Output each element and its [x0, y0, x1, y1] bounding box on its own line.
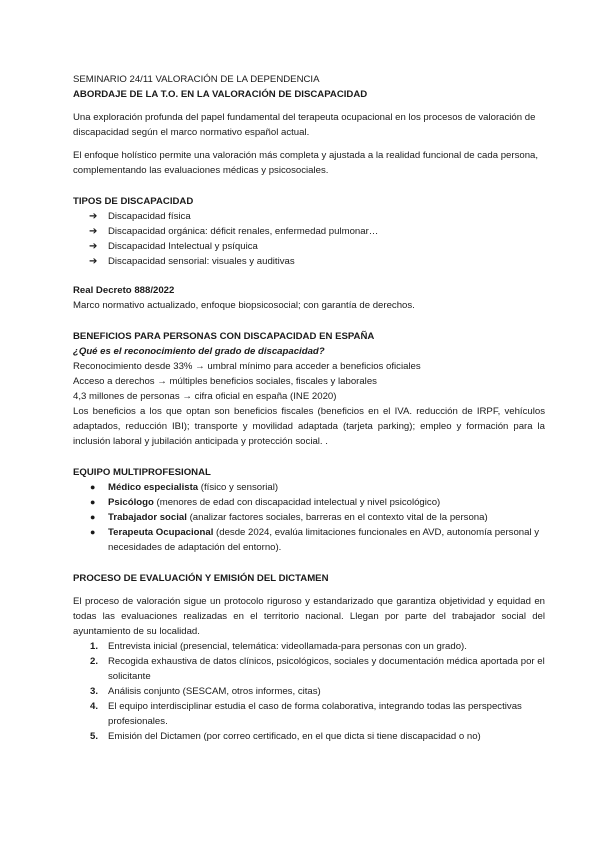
- list-item: ● Terapeuta Ocupacional (desde 2024, evalúa limitaciones funcionales en AVD, autonomía personal y necesidades de adaptación del entorno).: [90, 527, 540, 553]
- intro-paragraph-1: Una exploración profunda del papel fundamental del terapeuta ocupacional en los procesos de valoración de discapacidad según el marco normativo español actual.: [73, 112, 536, 138]
- list-item: 1. Entrevista inicial (presencial, telemática: videollamada-para personas con un grado).: [90, 641, 467, 652]
- decreto-heading: Real Decreto 888/2022: [73, 285, 175, 296]
- document-body: [73, 72, 545, 744]
- list-item: 2. Recogida exhaustiva de datos clínicos, psicológicos, sociales y documentación médica aportada por el solicitante: [90, 656, 545, 682]
- list-item: ➔ Discapacidad sensorial: visuales y auditivas: [89, 256, 295, 267]
- arrow-icon: ➔: [89, 256, 98, 267]
- list-item: 5. Emisión del Dictamen (por correo certificado, en el que dicta si tiene discapacidad o no): [90, 731, 481, 742]
- arrow-icon: ➔: [89, 226, 98, 237]
- list-item: 4. El equipo interdisciplinar estudia el caso de forma colaborativa, integrando todas las perspectivas profesionales.: [90, 701, 522, 727]
- arrow-icon: ➔: [89, 211, 98, 222]
- bullet-icon: ●: [90, 512, 96, 522]
- proceso-heading: PROCESO DE EVALUACIÓN Y EMISIÓN DEL DICTAMEN: [73, 573, 329, 584]
- beneficios-paragraph: Los beneficios a los que optan son beneficios fiscales (beneficios en el IVA. reducción de IRPF, vehículos adaptados, reducción IBI); transporte y movilidad adaptada (tarjeta parking); empleo y formación para la inclusión laboral y jubilación anticipada y protección social. .: [73, 406, 545, 447]
- list-item: ● Trabajador social (analizar factores sociales, barreras en el contexto vital de la persona): [90, 512, 488, 523]
- list-item: 3. Análisis conjunto (SESCAM, otros informes, citas): [90, 686, 321, 697]
- list-item: ➔ Discapacidad Intelectual y psíquica: [89, 241, 258, 252]
- tipos-heading: TIPOS DE DISCAPACIDAD: [73, 196, 194, 207]
- proceso-steps: [73, 639, 545, 744]
- tipos-list: [73, 209, 545, 269]
- beneficios-line-2: Acceso a derechos → múltiples beneficios sociales, fiscales y laborales: [73, 376, 377, 387]
- document-title: ABORDAJE DE LA T.O. EN LA VALORACIÓN DE DISCAPACIDAD: [73, 89, 368, 100]
- seminar-header: SEMINARIO 24/11 VALORACIÓN DE LA DEPENDENCIA: [73, 74, 320, 85]
- list-item: ➔ Discapacidad física: [89, 211, 191, 222]
- list-item: ➔ Discapacidad orgánica: déficit renales, enfermedad pulmonar…: [89, 226, 379, 237]
- beneficios-line-3: 4,3 millones de personas → cifra oficial en españa (INE 2020): [73, 391, 337, 402]
- equipo-heading: EQUIPO MULTIPROFESIONAL: [73, 467, 211, 478]
- arrow-icon: ➔: [89, 241, 98, 252]
- beneficios-heading: BENEFICIOS PARA PERSONAS CON DISCAPACIDAD EN ESPAÑA: [73, 331, 375, 342]
- bullet-icon: ●: [90, 482, 96, 492]
- beneficios-question: ¿Qué es el reconocimiento del grado de discapacidad?: [73, 346, 325, 357]
- intro-paragraph-2: El enfoque holístico permite una valoración más completa y ajustada a la realidad funcional de cada persona, complementando las evaluaciones médicas y psicosociales.: [73, 150, 539, 176]
- beneficios-line-1: Reconocimiento desde 33% → umbral mínimo para acceder a beneficios oficiales: [73, 361, 421, 372]
- list-item: ● Médico especialista (físico y sensorial): [90, 482, 279, 493]
- proceso-paragraph: El proceso de valoración sigue un protocolo riguroso y estandarizado que garantiza objetividad y equidad en todas las evaluaciones realizadas en el territorio nacional. Llegan por parte del trabajador social del ayuntamiento de su localidad.: [73, 596, 545, 637]
- list-item: ● Psicólogo (menores de edad con discapacidad intelectual y nivel psicológico): [90, 497, 441, 508]
- decreto-text: Marco normativo actualizado, enfoque biopsicosocial; con garantía de derechos.: [73, 300, 415, 311]
- equipo-list: [73, 480, 545, 555]
- bullet-icon: ●: [90, 527, 96, 537]
- bullet-icon: ●: [90, 497, 96, 507]
